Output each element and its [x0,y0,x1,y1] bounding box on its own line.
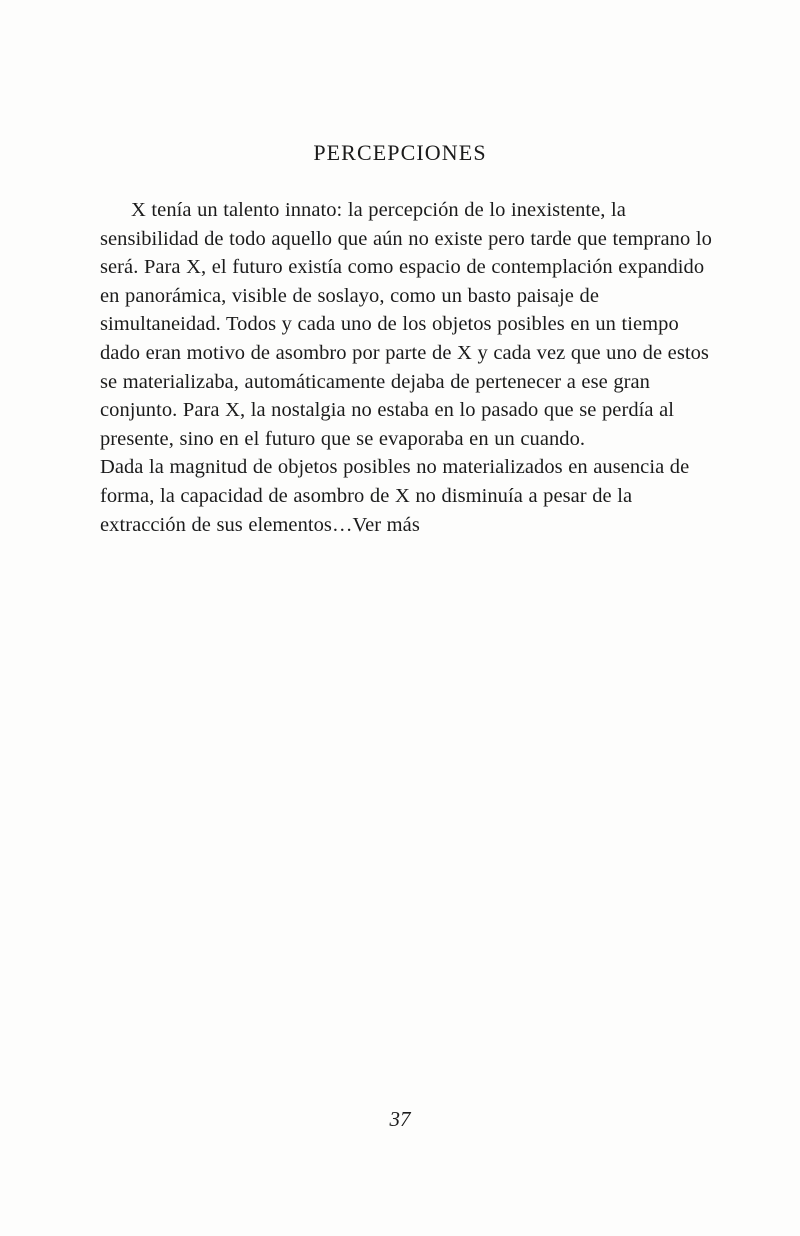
chapter-title: PERCEPCIONES [313,140,487,165]
body-paragraph: Dada la magnitud de objetos posibles no materializados en ausencia de forma, la capacidad de asombro de X no disminuía a pesar de la extracción de sus elementos…Ver más [100,456,690,536]
body-text-column [100,196,718,539]
page-number: 37 [389,1107,411,1131]
body-paragraph: X tenía un talento innato: la percepción de lo inexistente, la sensibilidad de todo aquello que aún no existe pero tarde que temprano lo será. Para X, el futuro existía como espacio de contemplación expandido en panorámica, visible de soslayo, como un basto paisaje de simultaneidad. Todos y cada uno de los objetos posibles en un tiempo dado eran motivo de asombro por parte de X y cada vez que uno de estos se materializaba, automáticamente dejaba de pertenecer a ese gran conjunto. Para X, la nostalgia no estaba en lo pasado que se perdía al presente, sino en el futuro que se evaporaba en un cuando. [100,199,712,450]
